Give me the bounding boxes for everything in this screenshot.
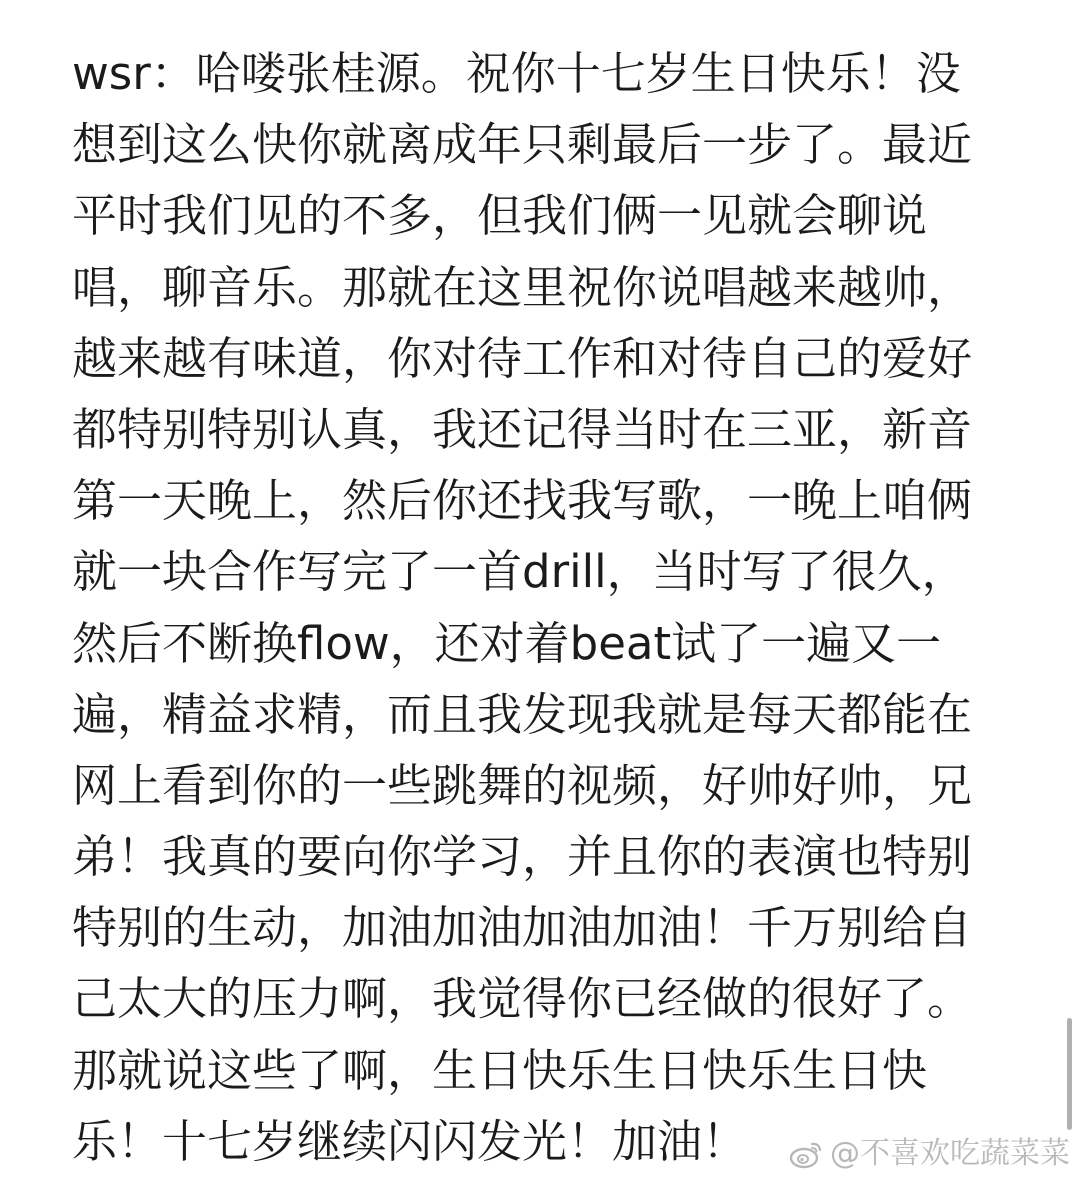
text-line: 弟！我真的要向你学习，并且你的表演也特别 [72, 830, 973, 884]
text-line: 网上看到你的一些跳舞的视频，好帅好帅，兄 [72, 758, 973, 812]
text-line: 想到这么快你就离成年只剩最后一步了。最近 [72, 118, 973, 172]
text-line: 就一块合作写完了一首drill，当时写了很久， [72, 545, 967, 599]
text-line: 遍，精益求精，而且我发现我就是每天都能在 [72, 687, 973, 741]
text-line: 特别的生动，加油加油加油加油！千万别给自 [72, 901, 973, 955]
watermark [788, 1134, 1070, 1174]
text-line: 那就说这些了啊，生日快乐生日快乐生日快 [72, 1043, 928, 1097]
text-line: 乐！十七岁继续闪闪发光！加油！ [72, 1114, 748, 1168]
weibo-icon [788, 1139, 824, 1169]
message-text [72, 38, 1012, 1177]
scrollbar[interactable] [1067, 1018, 1072, 1130]
text-line: 唱，聊音乐。那就在这里祝你说唱越来越帅， [72, 260, 973, 314]
text-line: wsr：哈喽张桂源。祝你十七岁生日快乐！没 [72, 47, 961, 100]
watermark-text: @不喜欢吃蔬菜菜 [830, 1136, 1070, 1171]
text-line: 平时我们见的不多，但我们俩一见就会聊说 [72, 189, 928, 243]
text-line: 都特别特别认真，我还记得当时在三亚，新音 [72, 402, 973, 456]
text-line: 第一天晚上，然后你还找我写歌，一晚上咱俩 [72, 474, 973, 528]
text-line: 己太大的压力啊，我觉得你已经做的很好了。 [72, 972, 973, 1026]
text-line: 越来越有味道，你对待工作和对待自己的爱好 [72, 331, 973, 385]
text-line: 然后不断换flow，还对着beat试了一遍又一 [72, 616, 942, 670]
